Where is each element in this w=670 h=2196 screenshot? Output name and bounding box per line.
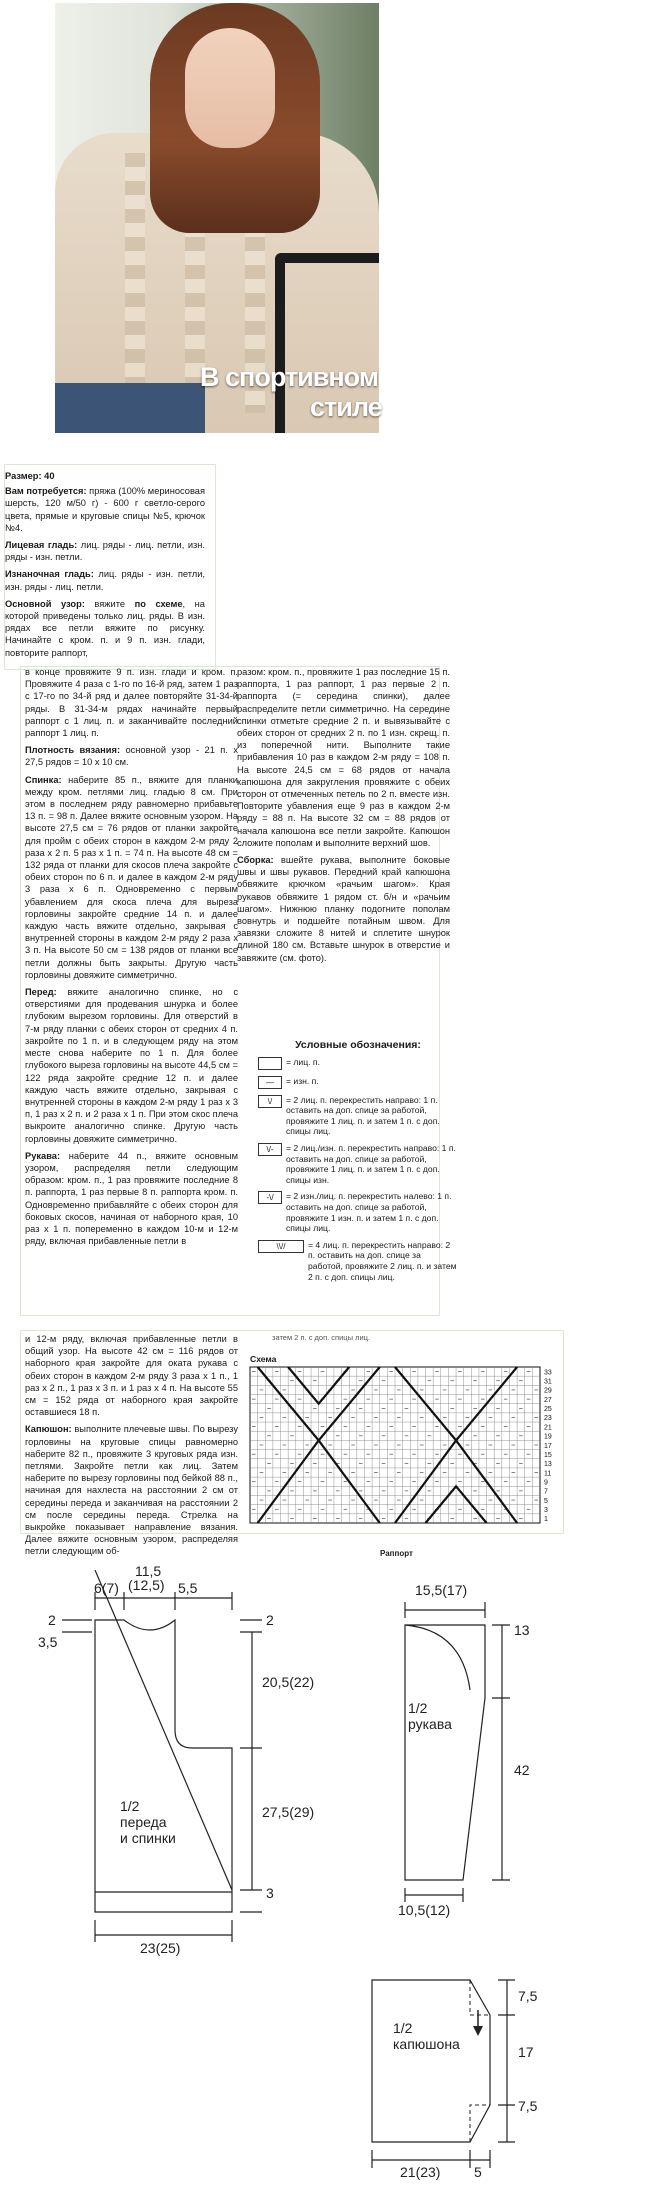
density-label: Плотность вязания:	[25, 745, 121, 756]
legend-text: = 2 изн./лиц. п. перекрестить налево: 1 п. оставить на доп. спице за работой, провяжите 1 изн. п. и затем 1 п. с доп. спицы лиц.	[286, 1191, 452, 1234]
body-outline	[95, 1620, 232, 1912]
dim-hood-top: 7,5	[518, 1988, 538, 2004]
dim-side: 27,5(29)	[262, 1804, 315, 1820]
chart-row-number: 27	[544, 1396, 552, 1404]
chart-row-number: 11	[544, 1470, 552, 1478]
pattern-repeat-paragraph: в конце провяжите 9 п. изн. глади и кром. п. Провяжите 4 раза с 1-го по 16-й ряд, затем 1 раз с 17-го по 34-й ряд и далее повторяйте 31-34-й ряды. В 31-34-м рядах начинайте первый раппорт с 1 лиц. п. и заканчивайте последний раппорт 1 лиц. п.	[25, 667, 238, 739]
hood-piece-label	[393, 2020, 460, 2052]
hood-paragraph	[25, 1423, 238, 1557]
legend-text: = изн. п.	[286, 1075, 319, 1086]
column-1	[25, 666, 238, 1252]
legend	[258, 1040, 458, 1288]
chart-row-number: 1	[544, 1516, 548, 1524]
knit-symbol	[258, 1057, 282, 1070]
chart-row-number: 9	[544, 1479, 548, 1487]
chart-row-number: 25	[544, 1406, 552, 1414]
dim-hood-lower: 7,5	[518, 2098, 538, 2114]
assembly-text: вшейте рукава, выполните боковые швы и швы рукавов. Передний край капюшона обвяжите крючком «рачьим шагом». Края рукавов обвяжите 1 рядом ст. б/н и «рачьим шагом». Нижнюю планку подогните пополам вовнутрь и подшейте потайным швом. Для завязки сложите 8 нитей и сплетите шнурок длиной 180 см. Вставьте шнурок в отверстие и завяжите (см. фото).	[237, 855, 450, 963]
scheme-title: Схема	[250, 1354, 277, 1364]
body-label-line2: переда	[120, 1814, 167, 1830]
column-2	[237, 666, 450, 969]
materials-paragraph	[5, 485, 205, 534]
front-paragraph	[25, 986, 238, 1145]
body-piece-label	[120, 1798, 176, 1846]
dim-top: 11,5	[135, 1563, 162, 1579]
assembly-label: Сборка:	[237, 855, 274, 866]
intro-text	[5, 470, 205, 664]
chart-row-number: 33	[544, 1369, 552, 1377]
density-paragraph	[25, 744, 238, 768]
article-title-line1: В спортивном	[200, 362, 378, 392]
materials-label: Вам потребуется:	[5, 486, 87, 497]
sleeve-label-line1: 1/2	[408, 1700, 428, 1716]
sleeves-label: Рукава:	[25, 1150, 61, 1161]
chart-row-number: 23	[544, 1415, 552, 1423]
stockinette-text: лиц. ряды - лиц. петли, изн. ряды - изн. петли.	[5, 540, 205, 563]
legend-text: = 2 лиц. п. перекрестить направо: 1 п. оставить на доп. спице за работой, провяжите 1 лиц. п. и затем 1 п. с доп. спицы лиц.	[286, 1094, 440, 1137]
main-pattern-label: Основной узор:	[5, 598, 85, 609]
cross-right-purl-symbol: \/-	[258, 1143, 282, 1156]
cross-right-symbol: \/	[258, 1095, 282, 1108]
legend-text: = 4 лиц. п. перекрестить направо: 2 п. оставить на доп. спице за работой, провяжите 2 лиц. п. и затем 2 п. с доп. спицы лиц.	[308, 1239, 457, 1282]
sleeves-text: наберите 44 п., вяжите основным узором, распределяя петли следующим образом: кром. п., 1 раз провяжите последние 8 п. раппорта, 1 раз первые 8 п. раппорта кром. п. Одновременно прибавляйте с обеих сторон для боковых скосов, начиная от наборного края, 10 раз х 1 п. попеременно в каждом 10-м и 12-м ряду, включая прибавленные петли в	[25, 1150, 238, 1247]
body-label-line1: 1/2	[120, 1798, 140, 1814]
chart-row-number: 5	[544, 1497, 548, 1505]
main-pattern-text: , на которой приведены только лиц. ряды. В изн. рядах все петли вяжите по рисунку. Начинайте с кром. п. и 9 п. изн. глади, повторите раппорт,	[5, 598, 205, 658]
reverse-stockinette-paragraph	[5, 568, 205, 592]
dim-top-sub: (12,5)	[128, 1577, 165, 1593]
photo-cable	[125, 153, 145, 413]
dim-right-2: 2	[266, 1612, 274, 1628]
materials-text: пряжа (100% мериносовая шерсть, 120 м/50 г) - 600 г светло-серого цвета, прямые и круговые спицы №5, крючок №4.	[5, 486, 205, 533]
cross-left-symbol: -\/	[258, 1191, 282, 1204]
dim-band: 3	[266, 1885, 274, 1901]
dim-hood-extra: 5	[474, 2164, 482, 2180]
sleeve-piece-label	[408, 1700, 452, 1732]
photo-jeans	[55, 383, 205, 433]
sleeve-label-line2: рукава	[408, 1716, 452, 1732]
front-label: Перед:	[25, 987, 57, 998]
stockinette-paragraph	[5, 539, 205, 563]
body-label-line3: и спинки	[120, 1830, 176, 1846]
cable-4-symbol: \\//	[258, 1240, 304, 1253]
hood-label: Капюшон:	[25, 1424, 72, 1435]
dim-sleeve-length: 42	[514, 1762, 530, 1778]
size-label: Размер: 40	[5, 471, 55, 481]
chart-row-number: 13	[544, 1461, 552, 1469]
dim-shoulder: 5,5	[178, 1580, 198, 1596]
chart-row-number: 31	[544, 1378, 552, 1386]
front-text: вяжите аналогично спинке, но с отверстиями для продевания шнурка и более глубоким вырезом горловины. Для отверстий в 7-м ряду планки с обеих сторон от средних 4 п. закройте по 1 п. и в следующем ряду на этом месте снова наберите по 1 п. Для более глубокого выреза горловины на высоте 44,5 см = 122 ряда закройте средние 12 п. и далее каждую часть вяжите отдельно, закрывая с внутренней стороны в каждом 2-м ряду 1 раз х 3 п, 1 раз х 2 п. и 2 раза х 1 п. При этом скос плеча выкроите аналогично спинке. Другую часть горловины довяжите симметрично.	[25, 987, 238, 1144]
legend-item	[258, 1240, 458, 1282]
sleeve-continued-paragraph: и 12-м ряду, включая прибавленные петли в общий узор. На высоте 42 см = 116 рядов от наборного края закройте для оката рукава с обеих сторон в каждом 2-м ряду 3 раза х 1 п., 1 раз х 2 п., 1 раз х 3 п. и 1 раз х 4 п. На высоте 55 см = 152 ряда от наборного края закройте оставшиеся 18 п.	[25, 1334, 238, 1418]
back-text: наберите 85 п., вяжите для планки между кром. петлями лиц. гладью 8 см. При этом в последнем ряду равномерно прибавьте 13 п. = 98 п. Далее вяжите основным узором. На высоте 27,5 см = 76 рядов от планки закройте для пройм с обеих сторон в каждом 2-м ряду 2 раза х 2 п. 5 раз х 1 п. = 74 п. На высоте 48 см = 132 ряда от планки для скосов плеча закройте с обеих сторон по 6 п. и далее в каждом 2-м ряду 3 раза х 6 п. Одновременно с первым убавлением для скоса плеча для выреза горловины закройте средние 14 п. и далее каждую часть вяжите отдельно, закрывая с внутренней стороны в каждом 2-м ряду 2 раза х 3 п. На высоте 50 см = 138 рядов от планки все петли должны быть закрыты. Другую часть горловины довяжите симметрично.	[25, 774, 238, 980]
rapport-caption: Раппорт	[380, 1549, 413, 1558]
chart-row-number: 15	[544, 1451, 552, 1459]
hood-label-line2: капюшона	[393, 2036, 460, 2052]
hood-continued-paragraph: разом: кром. п., провяжите 1 раз последние 15 п. раппорта, 1 раз раппорт, 1 раз первые 2 п. раппорта (= середина спинки), далее распределите петли симметрично. На середине спинки отметьте средние 2 п. и вывязывайте с обеих сторон от средних 2 п. по 1 изн. скрещ. п. из поперечной нити. Выполните такие прибавления 10 раз в каждом 2-м ряду = 108 п. На высоте 24,5 см = 68 рядов от начала капюшона для закругления провяжите с обеих сторон от отмеченных петель по 2 п. вместе изн. Повторите убавления еще 9 раз в каждом 2-м ряду = 88 п. На высоте 32 см = 88 рядов от начала капюшона все петли закройте. Капюшон сложите пополам и выполните верхний шов.	[237, 667, 450, 848]
back-paragraph	[25, 774, 238, 981]
pattern-schematics	[0, 1570, 670, 2196]
column-3	[25, 1333, 238, 1563]
chart-row-number: 7	[544, 1488, 548, 1496]
main-pattern-paragraph	[5, 598, 205, 659]
dim-sleeve-cap: 13	[514, 1622, 530, 1638]
legend-item	[258, 1191, 458, 1233]
legend-item	[258, 1095, 458, 1137]
scheme-top-note: затем 2 п. с доп. спицы лиц.	[272, 1333, 371, 1342]
dim-hood-mid: 17	[518, 2044, 534, 2060]
chart-row-number: 19	[544, 1433, 552, 1441]
assembly-paragraph	[237, 854, 450, 964]
legend-title: Условные обозначения:	[295, 1039, 421, 1051]
legend-item	[258, 1076, 458, 1089]
main-pattern-pre: вяжите	[84, 598, 135, 609]
sleeve-outline	[405, 1625, 485, 1880]
photo-face	[185, 28, 275, 148]
dim-left-35: 3,5	[38, 1634, 58, 1650]
legend-item	[258, 1143, 458, 1185]
reverse-stockinette-text: лиц. ряды - изн. петли, изн. ряды - лиц. петли.	[5, 569, 205, 592]
main-pattern-bold: по схеме	[134, 598, 183, 609]
chart-row-number: 29	[544, 1387, 552, 1395]
dim-neck: 6(7)	[94, 1580, 119, 1596]
dim-width: 23(25)	[140, 1940, 181, 1956]
article-title-line2: стиле	[310, 392, 382, 422]
stockinette-label: Лицевая гладь:	[5, 540, 78, 551]
legend-text: = лиц. п.	[286, 1056, 320, 1067]
dim-armhole: 20,5(22)	[262, 1674, 315, 1690]
chart-row-number: 3	[544, 1506, 548, 1514]
back-label: Спинка:	[25, 774, 62, 785]
dim-hood-width: 21(23)	[400, 2164, 441, 2180]
hood-label-line1: 1/2	[393, 2020, 413, 2036]
knitting-chart	[248, 1365, 560, 1525]
dim-sleeve-top: 15,5(17)	[415, 1582, 468, 1598]
chart-row-number: 21	[544, 1424, 552, 1432]
hood-text: выполните плечевые швы. По вырезу горловины на круговые спицы равномерно наберите 82 п., провяжите 3 круговых ряда изн. петлями. Закройте петли как лиц. Затем наберите по вырезу горловины под бейкой 88 п., начиная для нахлеста на расстоянии 2 см от середины переда и заканчивая на расстоянии 2 см после середины переда. Стрелка на выкройке показывает направление вязания. Далее вяжите основным узором, распределяя петли следующим об-	[25, 1424, 238, 1557]
hood-outline	[372, 1980, 490, 2142]
legend-text: = 2 лиц./изн. п. перекрестить направо: 1 п. оставить на доп. спице за работой, провяжите 1 лиц. п. и затем 1 п. с доп. спицы изн.	[286, 1142, 456, 1185]
purl-symbol: —	[258, 1076, 282, 1089]
dim-left-2: 2	[48, 1612, 56, 1628]
dim-sleeve-bottom: 10,5(12)	[398, 1902, 451, 1918]
density-text: основной узор - 21 п. х 27,5 рядов = 10 х 10 см.	[25, 745, 238, 768]
chart-row-number: 17	[544, 1442, 552, 1450]
reverse-stockinette-label: Изнаночная гладь:	[5, 569, 94, 580]
sleeves-paragraph	[25, 1150, 238, 1248]
legend-item	[258, 1057, 458, 1070]
chart-row-numbers	[544, 1369, 552, 1523]
article-title	[200, 362, 380, 422]
